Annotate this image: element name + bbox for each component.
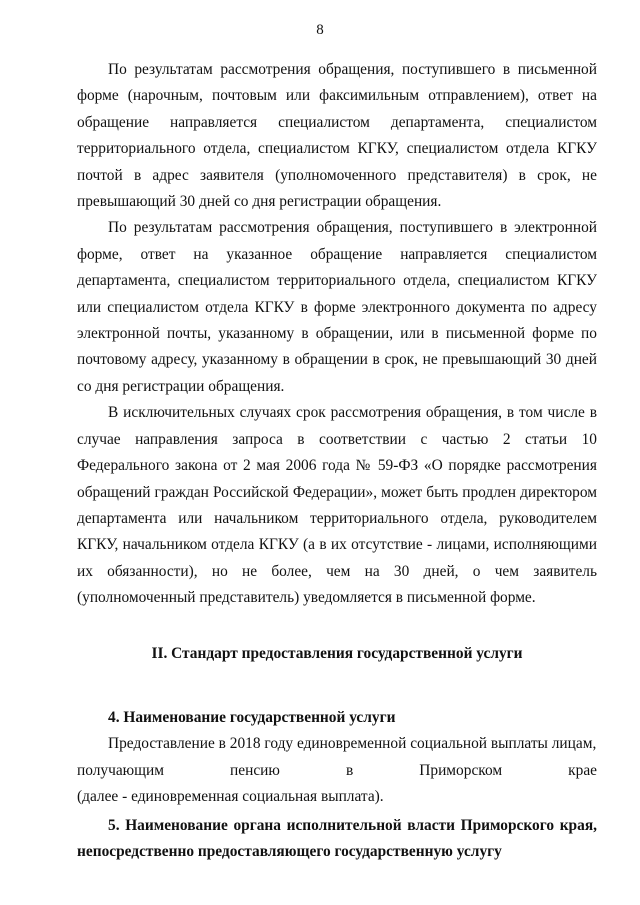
- paragraph-written-appeal-response: По результатам рассмотрения обращения, поступившего в письменной форме (нарочным, почтовым или факсимильным отправлением), ответ на обращение направляется специалистом департамента, специалистом территориального отдела, специалистом КГКУ, специалистом отдела КГКУ почтой в адрес заявителя (уполномоченного представителя) в срок, не превышающий 30 дней со дня регистрации обращения.: [77, 61, 597, 211]
- subsection-4-line-1: Предоставление в 2018 году единовременной социальной выплаты лицам,: [108, 735, 597, 753]
- section-heading: II. Стандарт предоставления государственной услуги: [151, 644, 523, 662]
- paragraph-electronic-appeal-response: По результатам рассмотрения обращения, поступившего в электронной форме, ответ на указанное обращение направляется специалистом департамента, специалистом территориального отдела, специалистом КГКУ или специалистом отдела КГКУ в форме электронного документа по адресу электронной почты, указанному в обращении, или в письменной форме по почтовому адресу, указанному в обращении в срок, не превышающий 30 дней со дня регистрации обращения.: [77, 219, 597, 395]
- subsection-5-heading: 5. Наименование органа исполнительной власти Приморского края, непосредственно предоставляющего государственную услугу: [77, 816, 597, 860]
- page-number: 8: [316, 22, 324, 38]
- subsection-4-line-3: (далее - единовременная социальная выплата).: [77, 788, 384, 806]
- subsection-4-text: [77, 731, 597, 810]
- paragraph-exceptional-extension: В исключительных случаях срок рассмотрения обращения, в том числе в случае направления запроса в соответствии с частью 2 статьи 10 Федерального закона от 2 мая 2006 года № 59-ФЗ «О порядке рассмотрения обращений граждан Российской Федерации», может быть продлен директором департамента или начальником территориального отдела, руководителем КГКУ, начальником отдела КГКУ (а в их отсутствие - лицами, исполняющими их обязанности), но не более, чем на 30 дней, о чем заявитель (уполномоченный представитель) уведомляется в письменной форме.: [77, 404, 597, 607]
- subsection-4-heading: 4. Наименование государственной услуги: [108, 708, 396, 726]
- subsection-4-line-2: получающим пенсию в Приморском крае: [77, 761, 597, 779]
- document-body: [77, 57, 597, 865]
